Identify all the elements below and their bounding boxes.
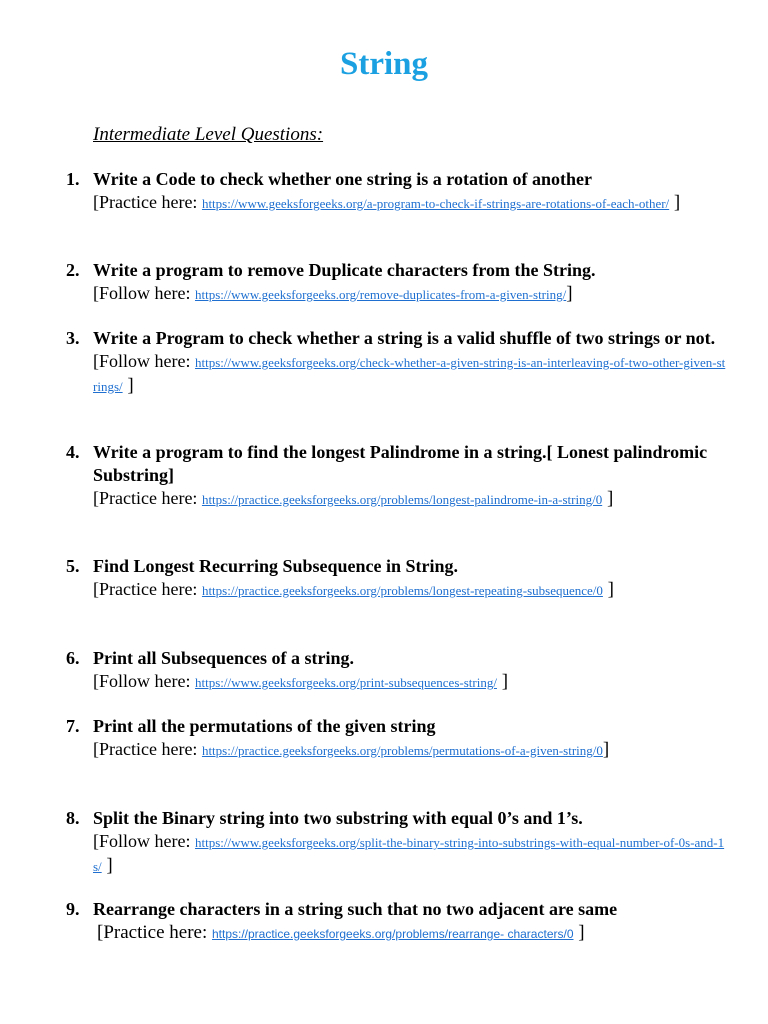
question-reference <box>93 738 726 762</box>
section-subtitle: Intermediate Level Questions: <box>93 124 324 145</box>
reference-close: ] <box>669 192 681 213</box>
reference-close: ] <box>122 375 134 396</box>
question-reference <box>93 487 726 511</box>
reference-link[interactable]: https://practice.geeksforgeeks.org/problems/rearrange- characters/0 <box>211 927 574 941</box>
question-text: Print all Subsequences of a string. <box>93 648 355 668</box>
reference-link[interactable]: https://www.geeksforgeeks.org/a-program-to-check-if-strings-are-rotations-of-each-other/ <box>201 196 670 211</box>
reference-link[interactable]: https://www.geeksforgeeks.org/check-whether-a-given-string-is-an-interleaving-of-two-other-given-strings/ <box>93 355 726 394</box>
reference-label: [Follow here: <box>93 671 195 691</box>
question-item <box>66 807 726 878</box>
question-reference <box>93 670 726 694</box>
question-item <box>66 168 726 215</box>
question-reference <box>93 350 726 398</box>
question-item <box>66 715 726 762</box>
reference-link[interactable]: https://practice.geeksforgeeks.org/problems/permutations-of-a-given-string/0 <box>201 743 603 758</box>
question-reference <box>93 578 726 602</box>
reference-label: [Follow here: <box>93 351 195 371</box>
question-item <box>66 441 726 511</box>
reference-label: [Practice here: <box>93 579 202 599</box>
reference-close: ] <box>573 922 585 943</box>
reference-close: ] <box>602 739 610 760</box>
reference-close: ] <box>101 855 113 876</box>
reference-link[interactable]: https://www.geeksforgeeks.org/split-the-binary-string-into-substrings-with-equal-number-of-0s-and-1s/ <box>93 835 725 874</box>
question-number: 4. <box>66 442 80 462</box>
question-number: 9. <box>66 899 80 919</box>
question-item <box>66 555 726 602</box>
question-number: 6. <box>66 648 80 668</box>
reference-close: ] <box>566 283 573 304</box>
question-text: Write a program to find the longest Palindrome in a string.[ Lonest palindromic Substring] <box>93 442 708 485</box>
question-number: 5. <box>66 556 80 576</box>
reference-label: [Follow here: <box>93 283 195 303</box>
reference-label: [Practice here: <box>93 488 202 508</box>
question-item <box>66 898 726 946</box>
reference-close: ] <box>602 579 614 600</box>
question-number: 7. <box>66 716 80 736</box>
reference-link[interactable]: https://practice.geeksforgeeks.org/problems/longest-repeating-subsequence/0 <box>201 583 603 598</box>
question-number: 1. <box>66 169 80 189</box>
reference-close: ] <box>602 488 614 509</box>
question-number: 2. <box>66 260 80 280</box>
question-text: Print all the permutations of the given string <box>93 716 436 736</box>
reference-link[interactable]: https://www.geeksforgeeks.org/remove-duplicates-from-a-given-string/ <box>194 287 567 302</box>
question-text: Split the Binary string into two substring with equal 0’s and 1’s. <box>93 808 583 828</box>
reference-link[interactable]: https://www.geeksforgeeks.org/print-subsequences-string/ <box>194 675 497 690</box>
question-text: Rearrange characters in a string such that no two adjacent are same <box>93 899 618 919</box>
question-reference <box>97 921 726 946</box>
question-reference <box>93 191 726 215</box>
question-item <box>66 327 726 398</box>
question-reference <box>93 830 726 878</box>
document-title: String <box>339 46 428 82</box>
question-item <box>66 259 726 306</box>
question-number: 3. <box>66 328 80 348</box>
reference-link[interactable]: https://practice.geeksforgeeks.org/problems/longest-palindrome-in-a-string/0 <box>201 492 603 507</box>
reference-close: ] <box>496 671 509 692</box>
reference-label: [Practice here: <box>97 922 212 943</box>
reference-label: [Follow here: <box>93 831 195 851</box>
question-text: Find Longest Recurring Subsequence in String. <box>93 556 459 576</box>
question-item <box>66 647 726 694</box>
question-text: Write a program to remove Duplicate characters from the String. <box>93 260 596 280</box>
question-text: Write a Program to check whether a string is a valid shuffle of two strings or not. <box>93 328 716 348</box>
reference-label: [Practice here: <box>93 739 202 759</box>
question-reference <box>93 282 726 306</box>
question-text: Write a Code to check whether one string is a rotation of another <box>93 169 592 189</box>
reference-label: [Practice here: <box>93 192 202 212</box>
question-number: 8. <box>66 808 80 828</box>
